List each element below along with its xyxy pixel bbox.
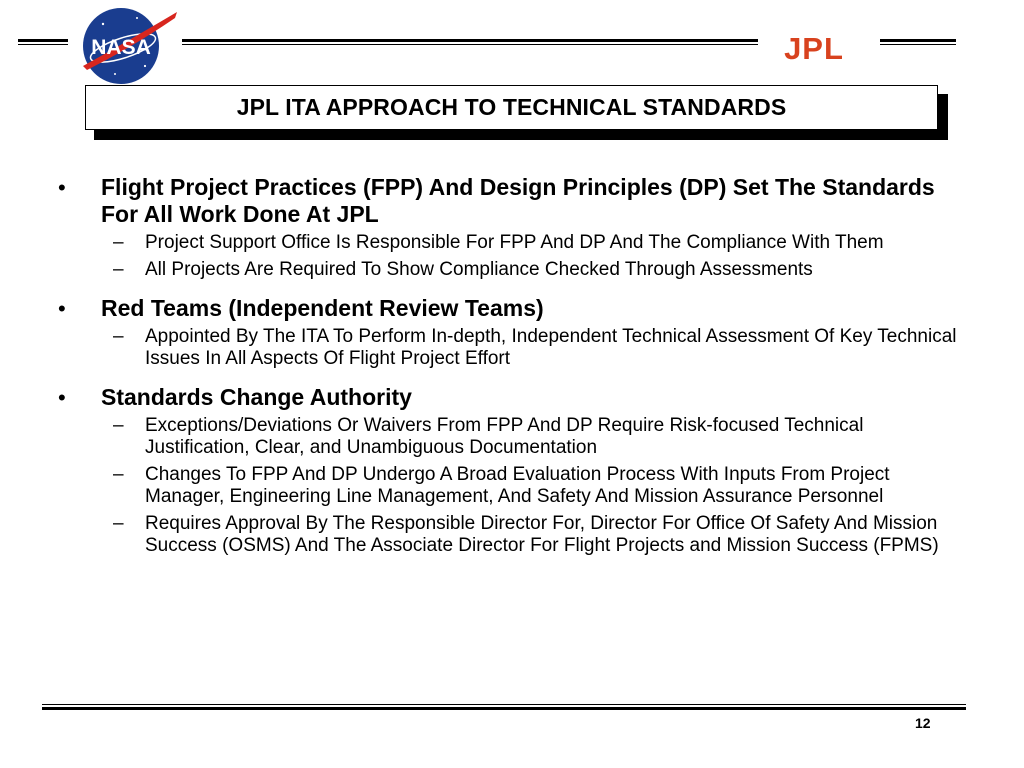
bullet-text: Red Teams (Independent Review Teams) — [101, 295, 544, 321]
footer-rule-bottom — [42, 707, 966, 710]
dash-icon: – — [113, 415, 124, 436]
bullet-dot-icon: • — [58, 385, 66, 410]
page-number: 12 — [915, 715, 931, 731]
bullet-item — [58, 384, 968, 557]
page-title: JPL ITA APPROACH TO TECHNICAL STANDARDS — [236, 94, 787, 120]
bullet-item — [58, 174, 968, 281]
bullet-item — [58, 295, 968, 370]
dash-icon: – — [113, 326, 124, 347]
sub-item — [101, 232, 968, 254]
nasa-logo-text: NASA — [91, 36, 151, 59]
footer-rule-top — [42, 704, 966, 705]
nasa-logo — [79, 4, 181, 86]
header-rule-left-top — [18, 39, 68, 42]
bullet-dot-icon: • — [58, 175, 66, 200]
jpl-logo — [768, 33, 860, 63]
dash-icon: – — [113, 232, 124, 253]
header-rule-center-top — [182, 39, 758, 42]
sub-list — [101, 326, 968, 370]
sub-item — [101, 259, 968, 281]
jpl-logo-text: JPL — [784, 33, 844, 63]
header-rule-left-bottom — [18, 44, 68, 45]
sub-text: Changes To FPP And DP Undergo A Broad Evaluation Process With Inputs From Project Manager, Engineering Line Management, And Safety And Mission Assurance Personnel — [145, 464, 890, 507]
header-rule-right-top — [880, 39, 956, 42]
bullet-dot-icon: • — [58, 296, 66, 321]
sub-item — [101, 464, 968, 508]
bullet-text: Flight Project Practices (FPP) And Design Principles (DP) Set The Standards For All Work Done At JPL — [101, 174, 935, 227]
sub-text: Requires Approval By The Responsible Director For, Director For Office Of Safety And Mission Success (OSMS) And The Associate Director For Flight Projects and Mission Success (FPMS) — [145, 513, 939, 556]
dash-icon: – — [113, 464, 124, 485]
sub-text: Exceptions/Deviations Or Waivers From FPP And DP Require Risk-focused Technical Justification, Clear, and Unambiguous Documentation — [145, 415, 864, 458]
sub-text: Appointed By The ITA To Perform In-depth, Independent Technical Assessment Of Key Technical Issues In All Aspects Of Flight Project Effort — [145, 326, 957, 369]
sub-item — [101, 326, 968, 370]
dash-icon: – — [113, 513, 124, 534]
header-rule-right-bottom — [880, 44, 956, 45]
dash-icon: – — [113, 259, 124, 280]
sub-item — [101, 415, 968, 459]
sub-text: All Projects Are Required To Show Compliance Checked Through Assessments — [145, 259, 813, 280]
title-box — [85, 85, 938, 130]
sub-item — [101, 513, 968, 557]
header-rule-center-bottom — [182, 44, 758, 45]
bullet-text: Standards Change Authority — [101, 384, 412, 410]
slide-content — [58, 174, 968, 571]
sub-list — [101, 415, 968, 557]
sub-list — [101, 232, 968, 281]
sub-text: Project Support Office Is Responsible For FPP And DP And The Compliance With Them — [145, 232, 884, 253]
